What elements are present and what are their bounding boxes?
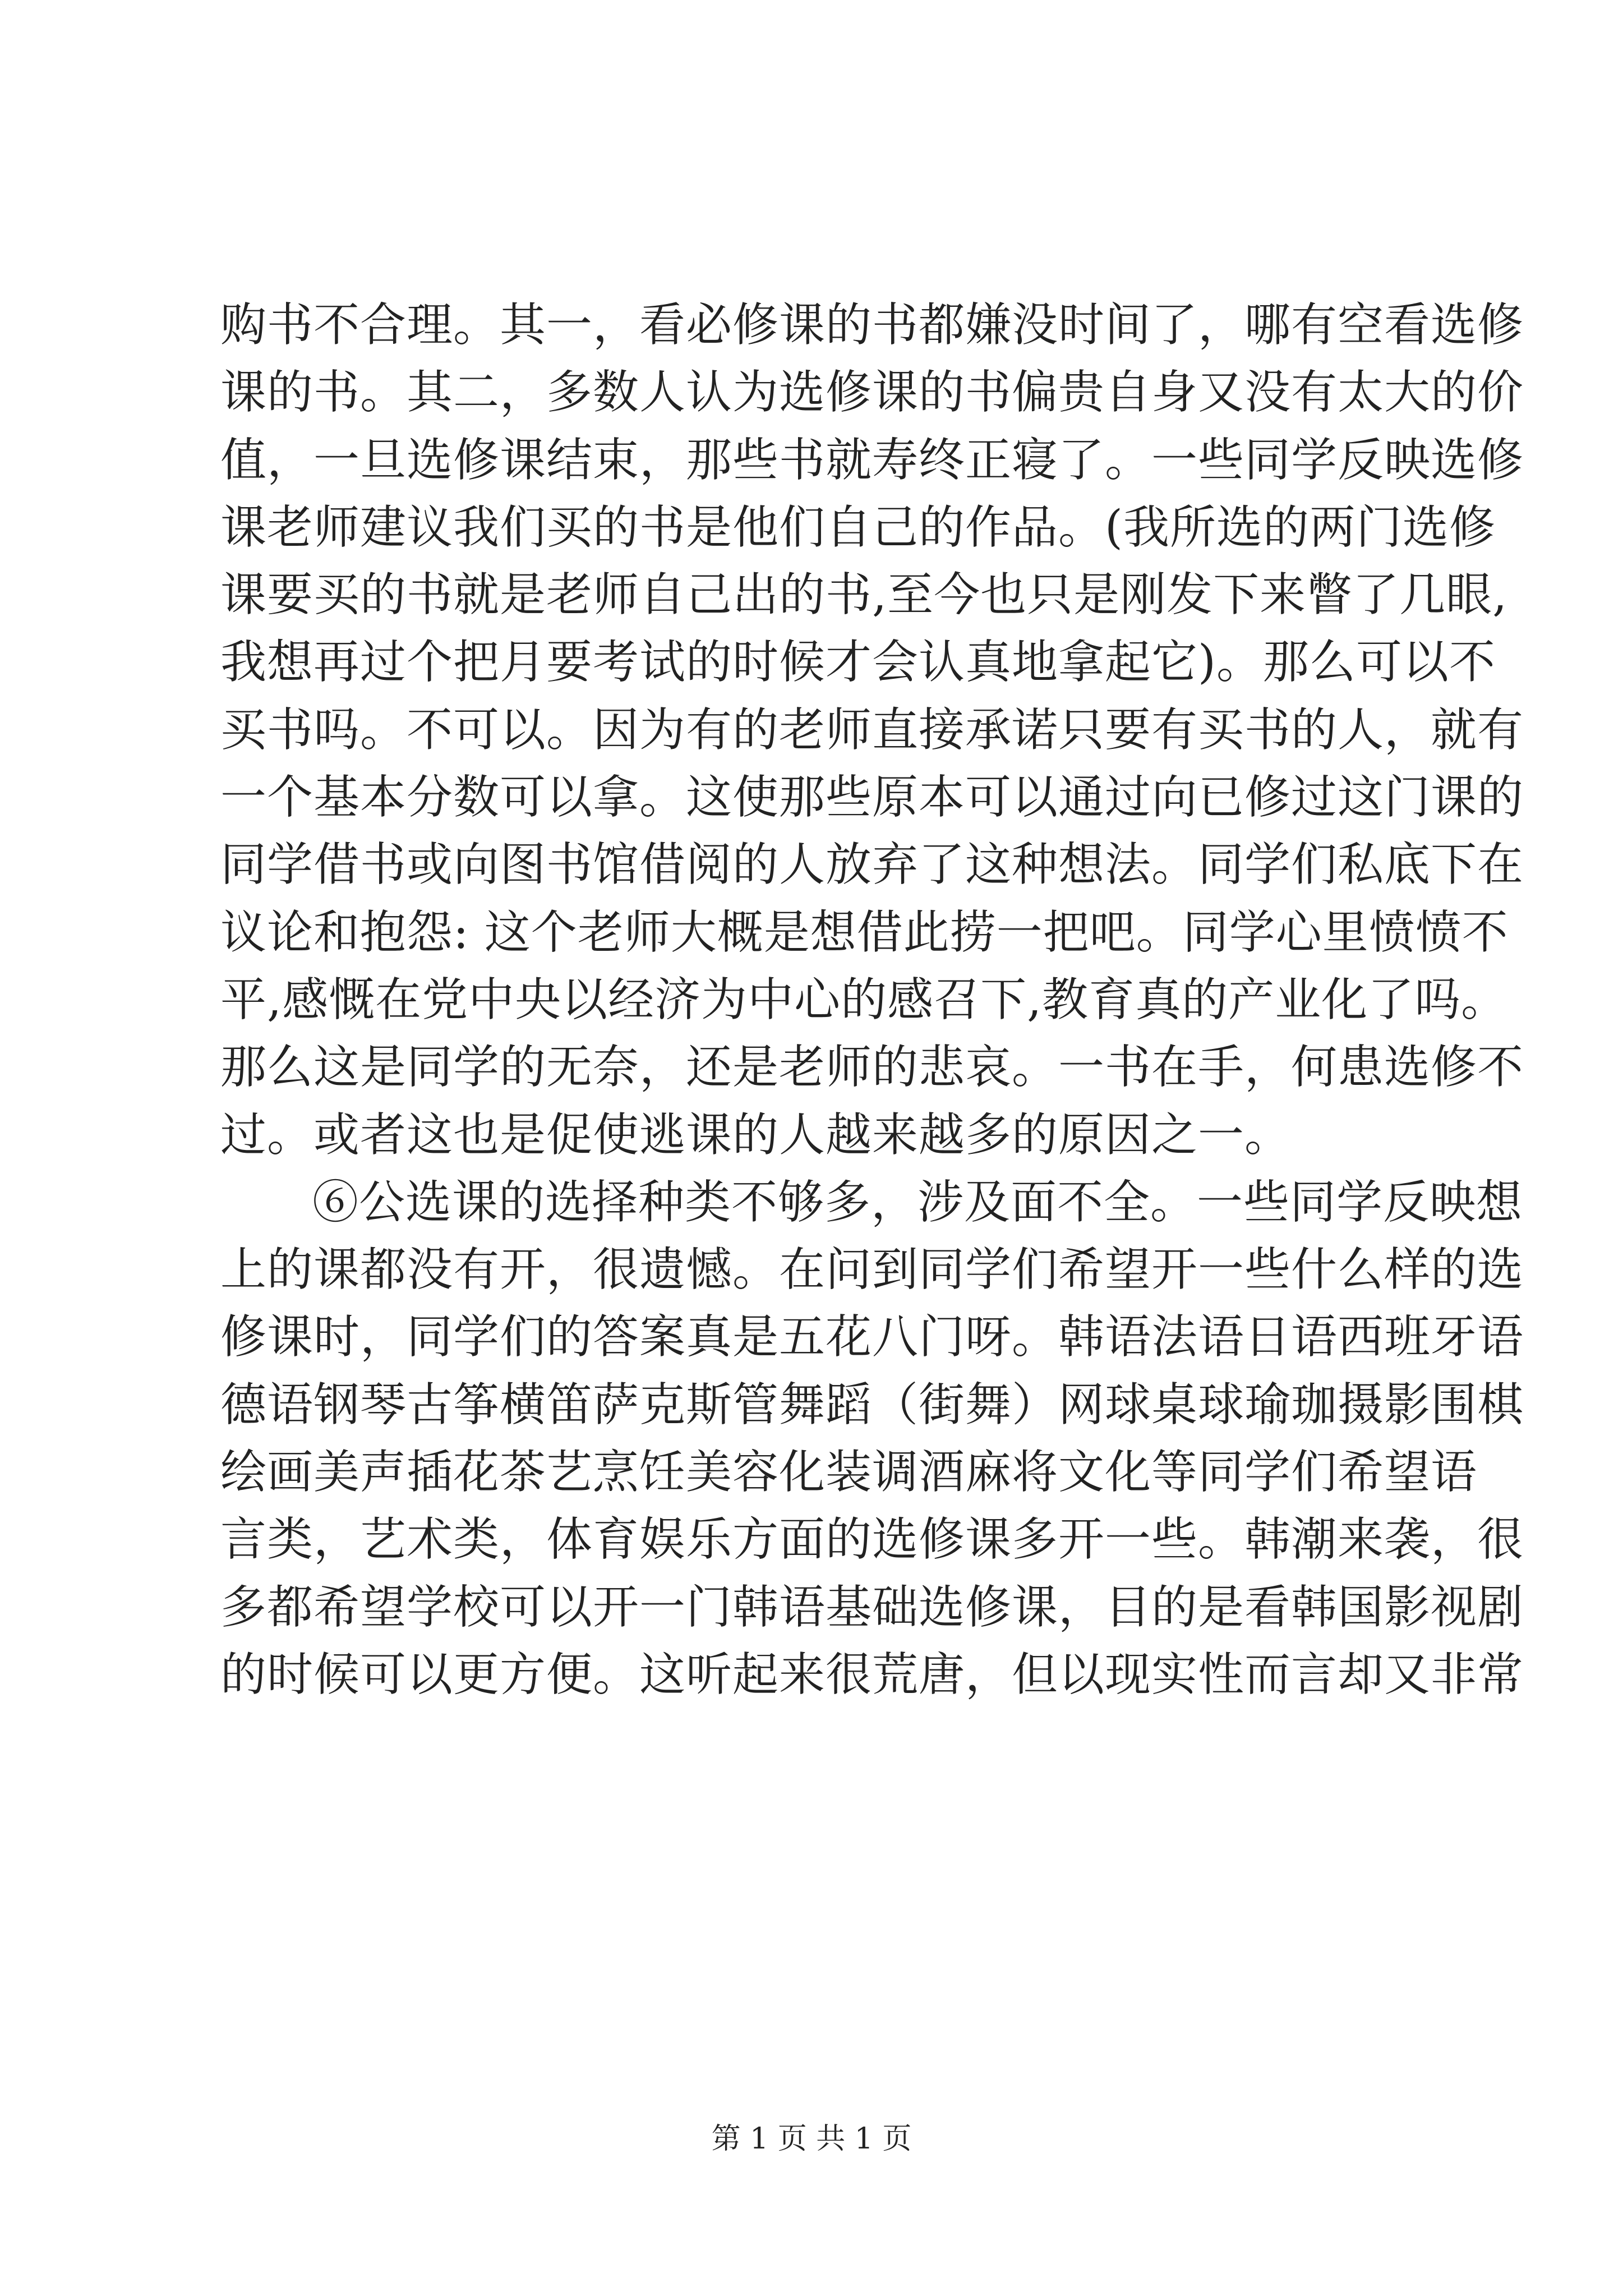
- text-line: 绘画美声插花茶艺烹饪美容化装调酒麻将文化等同学们希望语: [220, 1446, 1478, 1499]
- paragraph-1: [220, 292, 1524, 1169]
- text-line: 值，一旦选修课结束，那些书就寿终正寝了。一些同学反映选修: [220, 433, 1524, 487]
- text-line: 修课时，同学们的答案真是五花八门呀。韩语法语日语西班牙语: [220, 1310, 1524, 1364]
- text-line: 课老师建议我们买的书是他们自己的作品。(我所选的两门选修: [220, 500, 1496, 554]
- text-line: 德语钢琴古筝横笛萨克斯管舞蹈（街舞）网球桌球瑜珈摄影围棋: [220, 1378, 1524, 1432]
- text-line: 课的书。其二，多数人认为选修课的书偏贵自身又没有太大的价: [220, 366, 1524, 420]
- text-line: 那么这是同学的无奈，还是老师的悲哀。一书在手，何患选修不: [220, 1041, 1524, 1094]
- text-line: 的时候可以更方便。这听起来很荒唐，但以现实性而言却又非常: [220, 1648, 1524, 1701]
- document-body: [220, 292, 1524, 1709]
- text-line: 上的课都没有开，很遗憾。在问到同学们希望开一些什么样的选: [220, 1243, 1524, 1297]
- text-line: 我想再过个把月要考试的时候才会认真地拿起它)。那么可以不: [220, 636, 1496, 689]
- text-line: 课要买的书就是老师自己出的书,至今也只是刚发下来瞥了几眼,: [220, 568, 1508, 622]
- text-line: 买书吗。不可以。因为有的老师直接承诺只要有买书的人，就有: [220, 703, 1524, 757]
- text-line: 平,感慨在党中央以经济为中心的感召下,教育真的产业化了吗。: [220, 973, 1508, 1027]
- text-line: 多都希望学校可以开一门韩语基础选修课，目的是看韩国影视剧: [220, 1580, 1524, 1634]
- text-line: 议论和抱怨: 这个老师大概是想借此捞一把吧。同学心里愤愤不: [220, 905, 1509, 959]
- text-line: ⑥公选课的选择种类不够多，涉及面不全。一些同学反映想: [312, 1175, 1523, 1229]
- page-number-label: 第 1 页 共 1 页: [711, 2122, 912, 2156]
- text-line: 购书不合理。其一，看必修课的书都嫌没时间了，哪有空看选修: [220, 298, 1524, 352]
- text-line: 同学借书或向图书馆借阅的人放弃了这种想法。同学们私底下在: [220, 838, 1524, 892]
- text-line: 过。或者这也是促使逃课的人越来越多的原因之一。: [220, 1108, 1292, 1162]
- page-footer: [0, 2115, 1623, 2157]
- paragraph-2: [220, 1169, 1524, 1709]
- text-line: 言类，艺术类，体育娱乐方面的选修课多开一些。韩潮来袭，很: [220, 1513, 1524, 1567]
- text-line: 一个基本分数可以拿。这使那些原本可以通过向已修过这门课的: [220, 771, 1524, 825]
